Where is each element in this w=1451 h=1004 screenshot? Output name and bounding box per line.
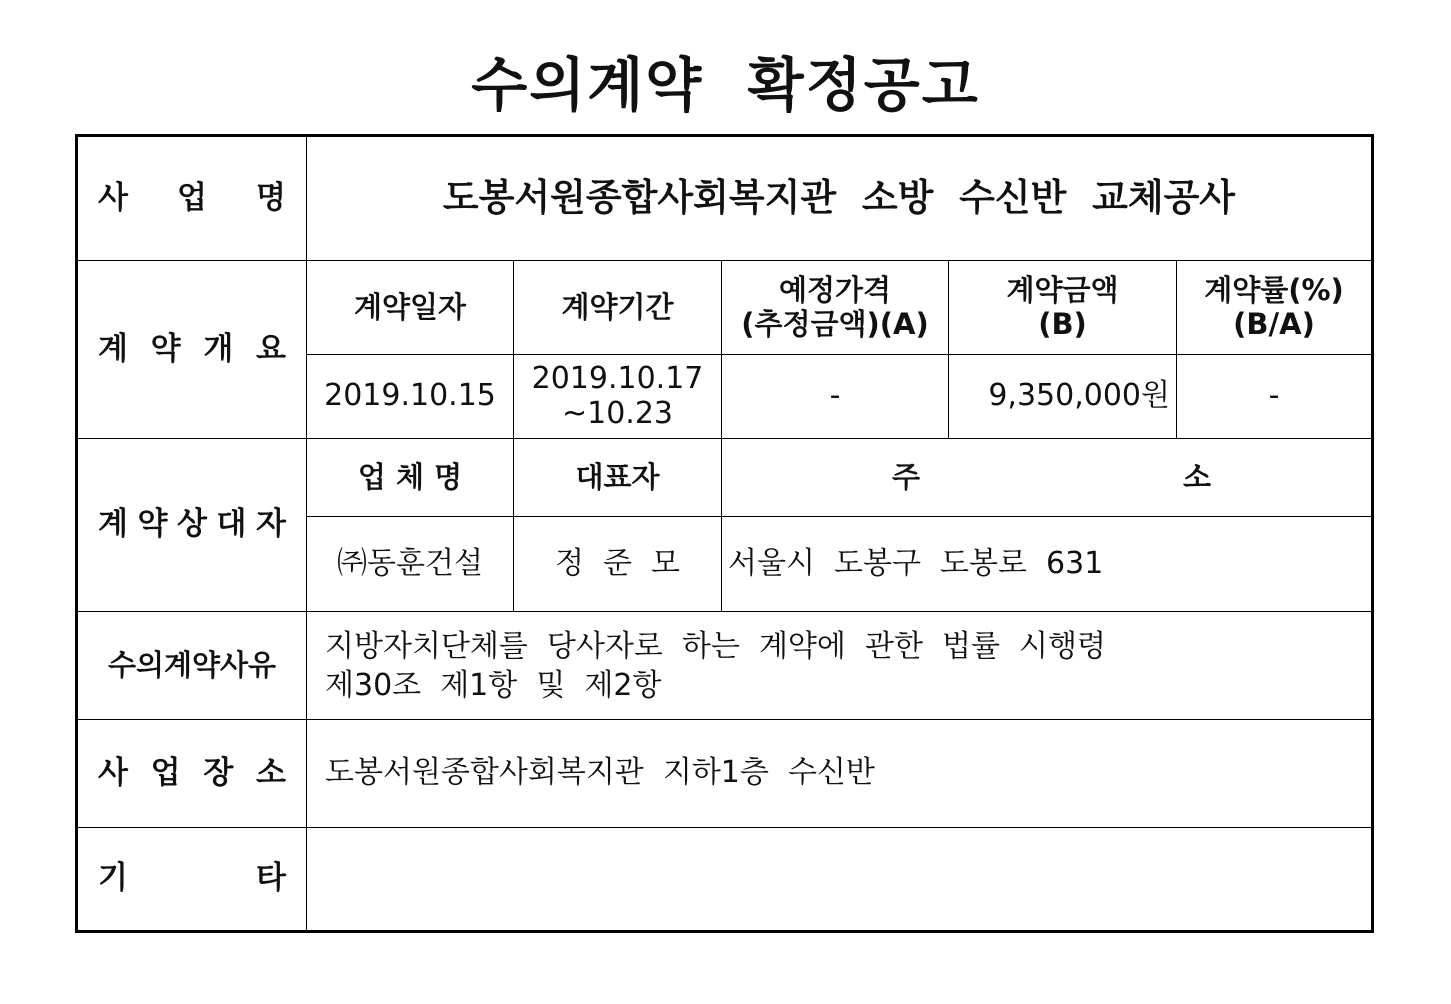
contract-date-value: 2019.10.15 — [324, 378, 496, 414]
reason-line: 제30조 제1항 및 제2항 — [325, 667, 662, 703]
header-line: (추정금액)(A) — [741, 306, 929, 341]
label-char: 상 — [177, 506, 207, 543]
contract-amount-value: 9,350,000원 — [988, 378, 1170, 414]
header-char: 주 — [892, 459, 921, 494]
header-line: 예정가격 — [778, 273, 892, 308]
label-char: 계 — [98, 330, 128, 367]
label-char: 자 — [256, 506, 286, 543]
location-value: 도봉서원종합사회복지관 지하1층 수신반 — [325, 755, 875, 791]
header-company-name: 업 체 명 — [357, 459, 463, 494]
header-address — [722, 439, 1371, 516]
company-name-value: ㈜동훈건설 — [337, 545, 483, 581]
label-char: 업 — [177, 179, 207, 216]
label-reason: 수의계약사유 — [107, 647, 277, 682]
project-name-value: 도봉서원종합사회복지관 소방 수신반 교체공사 — [442, 176, 1236, 220]
label-location — [78, 720, 306, 827]
label-char: 업 — [150, 754, 181, 791]
label-project-name — [78, 137, 306, 260]
label-char: 약 — [137, 506, 168, 543]
label-char: 사 — [98, 754, 128, 791]
reason-value — [307, 612, 1371, 719]
label-char: 기 — [98, 860, 128, 897]
header-char: 소 — [1182, 459, 1211, 494]
estimated-price-value: - — [829, 378, 841, 414]
header-line: 계약금액 — [1006, 273, 1119, 308]
label-contract-overview — [78, 261, 306, 438]
label-char: 사 — [98, 179, 128, 216]
label-char: 계 — [98, 506, 128, 543]
address-value: 서울시 도봉구 도봉로 631 — [728, 545, 1104, 581]
label-char: 개 — [203, 330, 234, 367]
label-char: 요 — [256, 330, 286, 367]
header-contract-date: 계약일자 — [353, 289, 467, 324]
period-line: ~10.23 — [561, 395, 674, 431]
contract-period-value — [514, 355, 721, 438]
header-line: 계약률(%) — [1204, 273, 1344, 308]
label-char: 소 — [256, 754, 286, 791]
header-line: (B) — [1038, 306, 1087, 341]
label-char: 장 — [203, 754, 234, 791]
header-representative: 대표자 — [575, 459, 660, 494]
label-char: 약 — [150, 330, 181, 367]
label-other — [78, 828, 306, 930]
header-estimated-price — [722, 261, 948, 354]
label-char: 타 — [256, 860, 286, 897]
label-char: 명 — [256, 179, 286, 216]
label-char: 대 — [216, 506, 247, 543]
reason-line: 지방자치단체를 당사자로 하는 계약에 관한 법률 시행령 — [325, 628, 1106, 664]
header-line: (B/A) — [1233, 306, 1315, 341]
page-title: 수의계약 확정공고 — [471, 51, 980, 119]
header-contract-amount — [949, 261, 1176, 354]
header-contract-rate — [1177, 261, 1371, 354]
contract-rate-value: - — [1268, 378, 1280, 414]
period-line: 2019.10.17 — [531, 361, 704, 396]
other-value — [307, 828, 1371, 930]
label-counterparty — [78, 439, 306, 611]
header-contract-period: 계약기간 — [561, 289, 674, 324]
representative-value: 정 준 모 — [554, 545, 681, 581]
announcement-table — [75, 134, 1374, 933]
